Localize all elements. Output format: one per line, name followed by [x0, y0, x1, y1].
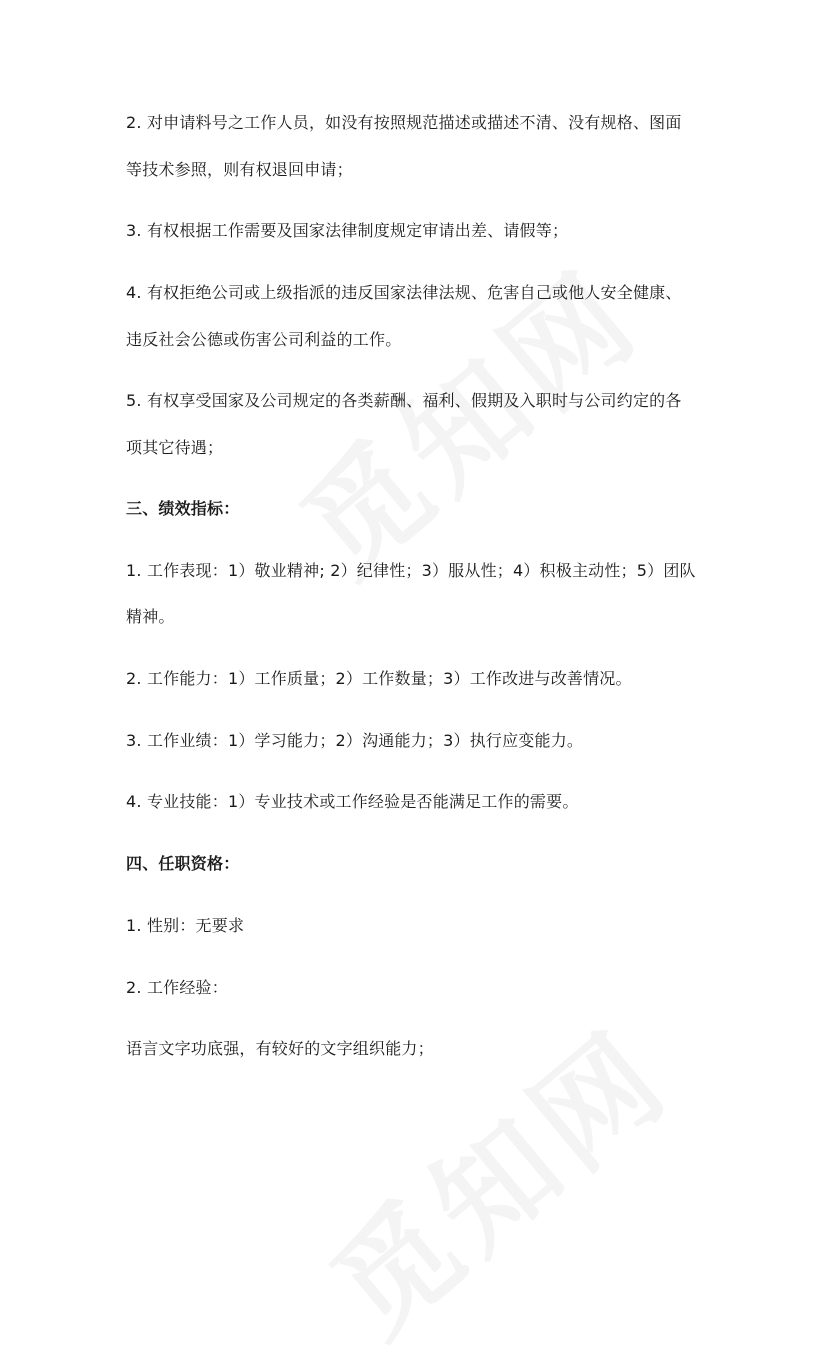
- section-heading-qualifications: 四、任职资格：: [126, 854, 240, 873]
- text-line: 等技术参照，则有权退回申请；: [126, 160, 353, 179]
- text-line: 4. 有权拒绝公司或上级指派的违反国家法律法规、危害自己或他人安全健康、: [126, 283, 682, 302]
- text-line: 2. 工作经验：: [126, 978, 228, 997]
- text-line: 语言文字功底强，有较好的文字组织能力；: [126, 1039, 434, 1058]
- text-line: 2. 工作能力：1）工作质量；2）工作数量；3）工作改进与改善情况。: [126, 669, 632, 688]
- text-line: 1. 工作表现：1）敬业精神; 2）纪律性；3）服从性；4）积极主动性；5）团队: [126, 561, 696, 580]
- text-line: 3. 工作业绩：1）学习能力；2）沟通能力；3）执行应变能力。: [126, 731, 584, 750]
- text-line: 4. 专业技能：1）专业技术或工作经验是否能满足工作的需要。: [126, 792, 579, 811]
- text-line: 违反社会公德或伤害公司利益的工作。: [126, 330, 402, 349]
- section-heading-performance: 三、绩效指标：: [126, 499, 240, 518]
- text-line: 精神。: [126, 607, 175, 626]
- text-line: 1. 性别：无要求: [126, 916, 245, 935]
- text-line: 2. 对申请料号之工作人员，如没有按照规范描述或描述不清、没有规格、图面: [126, 113, 682, 132]
- text-line: 5. 有权享受国家及公司规定的各类薪酬、福利、假期及入职时与公司约定的各: [126, 391, 682, 410]
- text-line: 3. 有权根据工作需要及国家法律制度规定审请出差、请假等；: [126, 221, 569, 240]
- text-line: 项其它待遇；: [126, 438, 224, 457]
